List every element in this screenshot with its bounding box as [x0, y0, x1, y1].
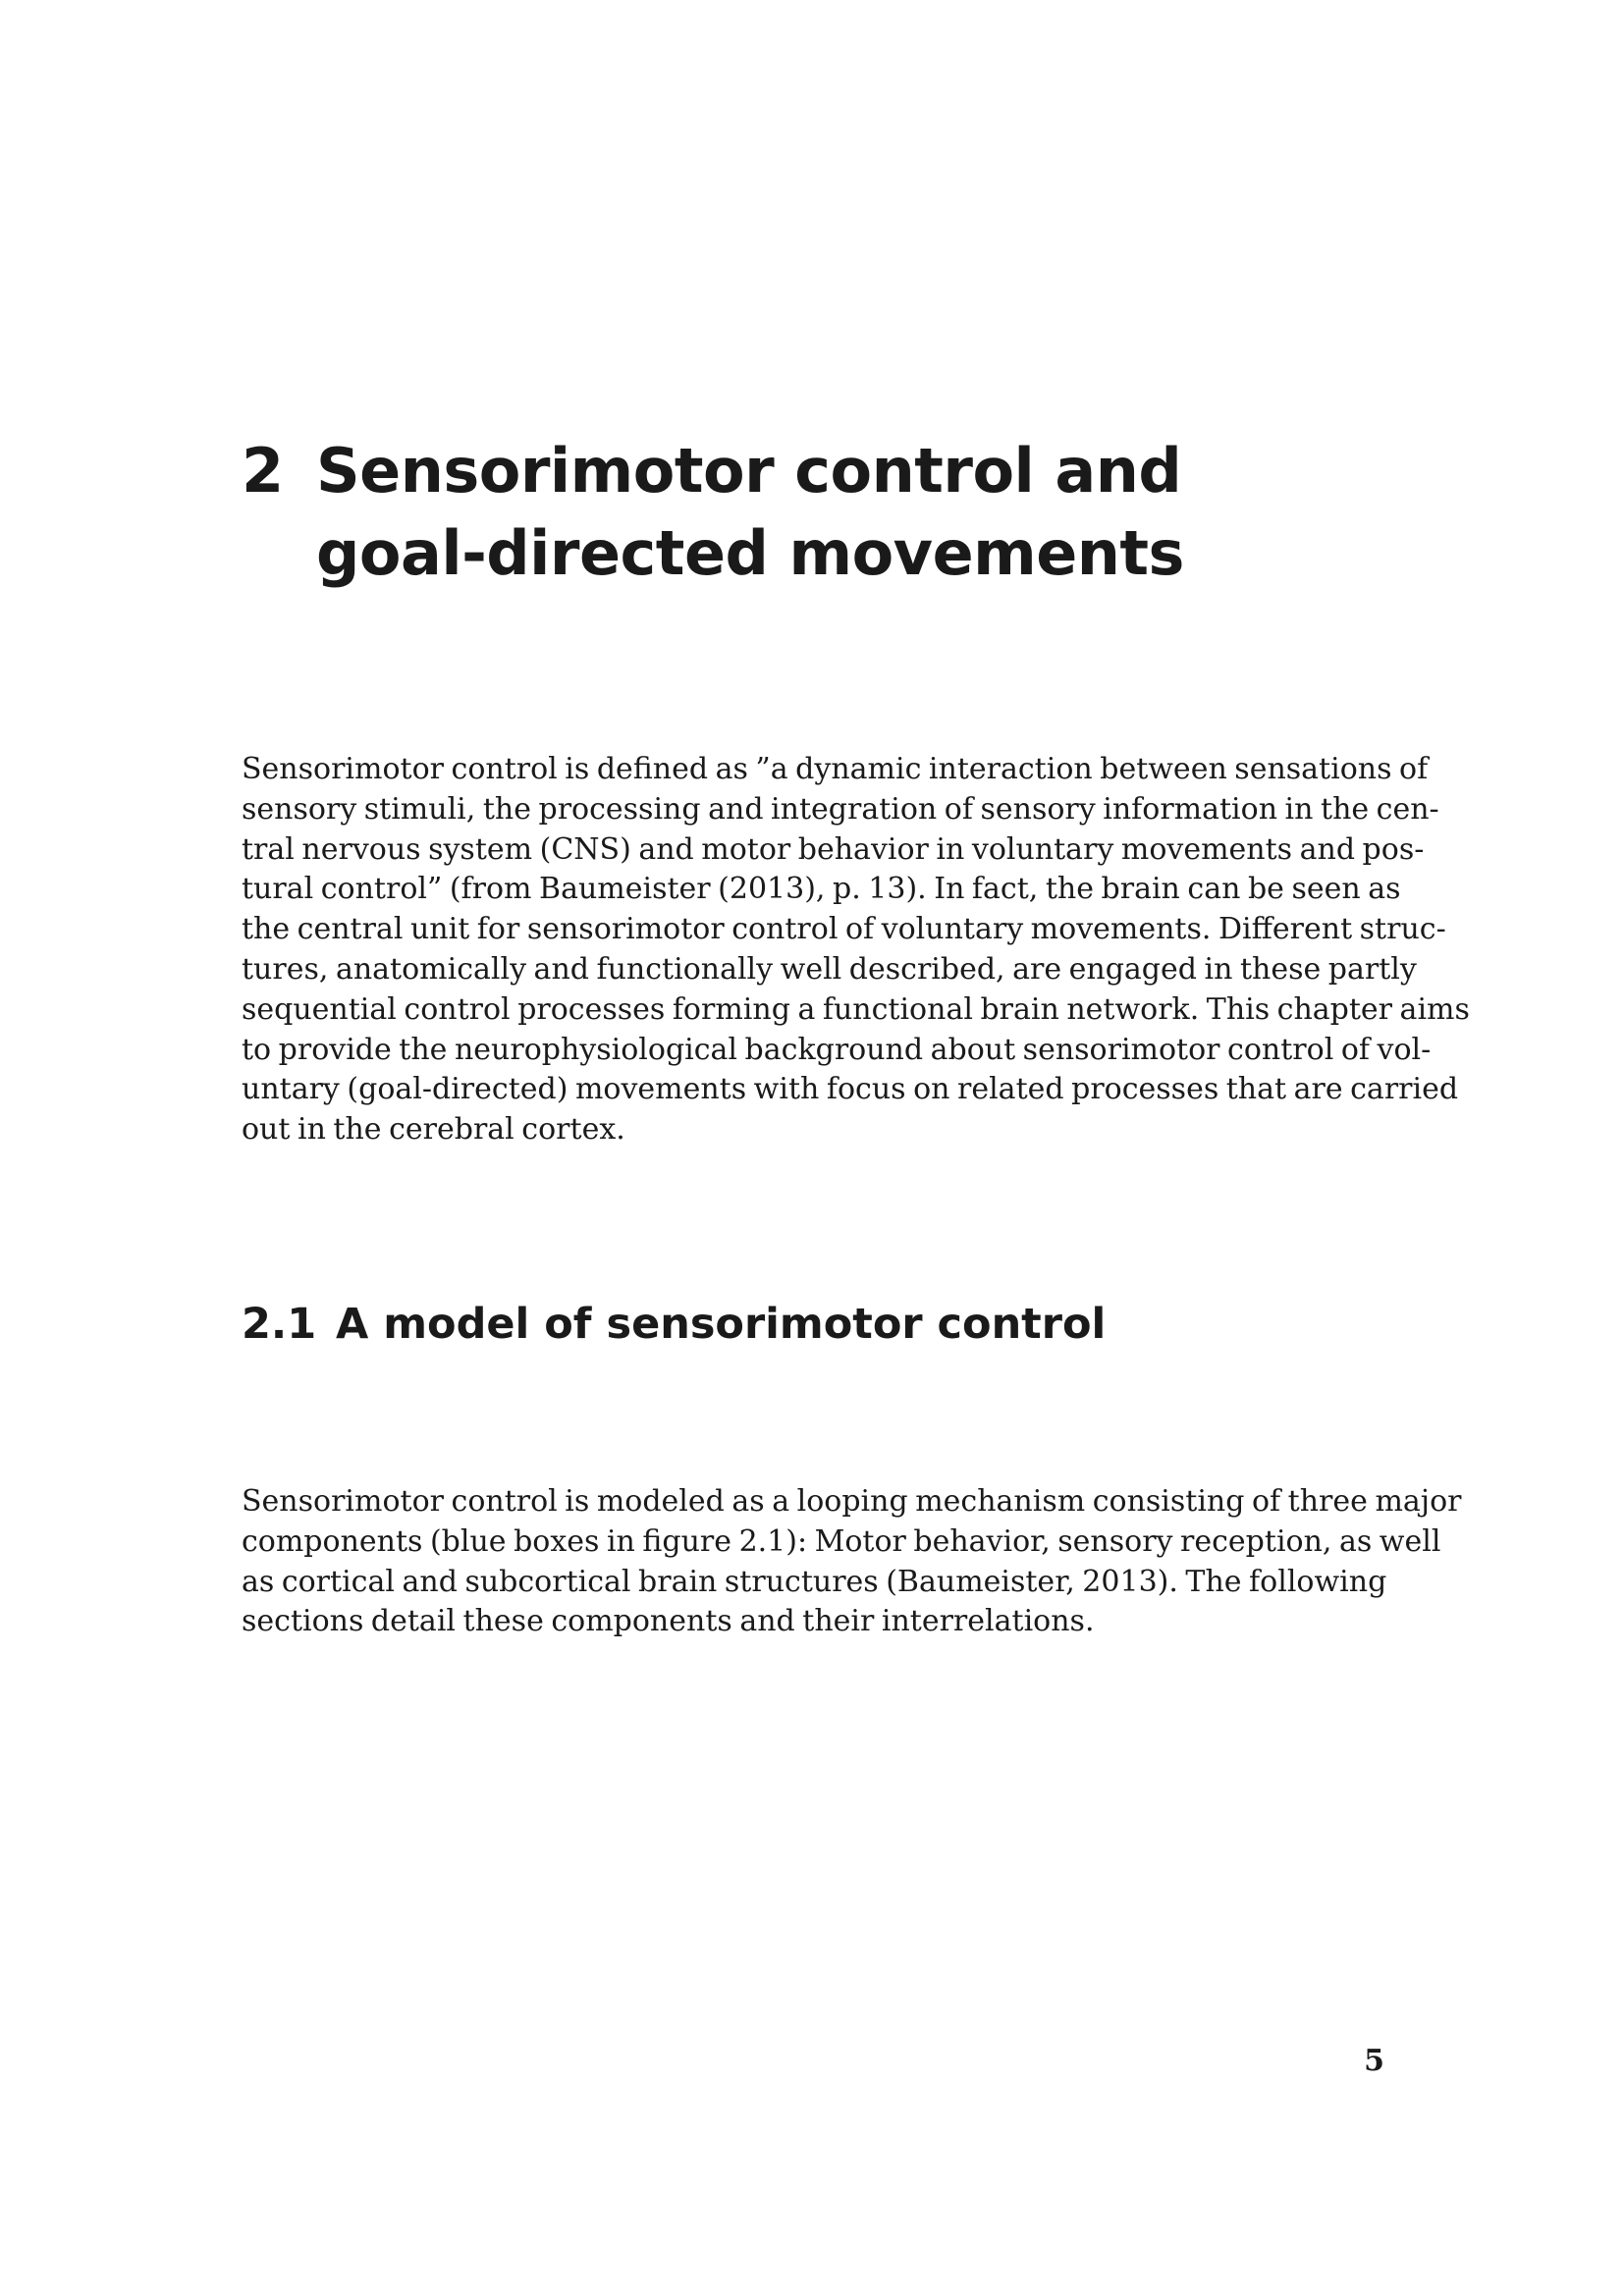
chapter-title-line: goal-directed movements: [316, 517, 1184, 589]
chapter-title-line: Sensorimotor control and: [316, 435, 1182, 507]
section-number: 2.1: [242, 1300, 317, 1349]
section-paragraph: [242, 1482, 1462, 1642]
paragraph-line: sensory stimuli, the processing and integration of sensory information in the cen-: [242, 791, 1439, 827]
paragraph-line: out in the cerebral cortex.: [242, 1112, 625, 1148]
paragraph-line: sections detail these components and their interrelations.: [242, 1604, 1095, 1639]
paragraph-line: as cortical and subcortical brain structures (Baumeister, 2013). The following: [242, 1564, 1387, 1599]
page-number: 5: [1364, 2044, 1384, 2078]
intro-paragraph: [242, 750, 1470, 1150]
paragraph-line: tures, anatomically and functionally well described, are engaged in these partly: [242, 951, 1417, 987]
section-title: A model of sensorimotor control: [336, 1300, 1107, 1349]
paragraph-line: Sensorimotor control is modeled as a looping mechanism consisting of three major: [242, 1484, 1462, 1519]
paragraph-line: tral nervous system (CNS) and motor behavior in voluntary movements and pos-: [242, 831, 1425, 867]
paragraph-line: tural control” (from Baumeister (2013), p. 13). In fact, the brain can be seen as: [242, 872, 1401, 907]
paragraph-line: untary (goal-directed) movements with focus on related processes that are carried: [242, 1072, 1459, 1107]
paragraph-line: Sensorimotor control is defined as ”a dynamic interaction between sensations of: [242, 752, 1429, 786]
paragraph-line: to provide the neurophysiological background about sensorimotor control of vol-: [242, 1032, 1432, 1067]
paragraph-line: sequential control processes forming a functional brain network. This chapter aims: [242, 991, 1470, 1027]
paragraph-line: components (blue boxes in figure 2.1): Motor behavior, sensory reception, as well: [242, 1523, 1441, 1559]
chapter-title: [316, 430, 1219, 595]
paragraph-line: the central unit for sensorimotor control of voluntary movements. Different struc-: [242, 912, 1446, 947]
chapter-number: 2: [242, 435, 285, 507]
